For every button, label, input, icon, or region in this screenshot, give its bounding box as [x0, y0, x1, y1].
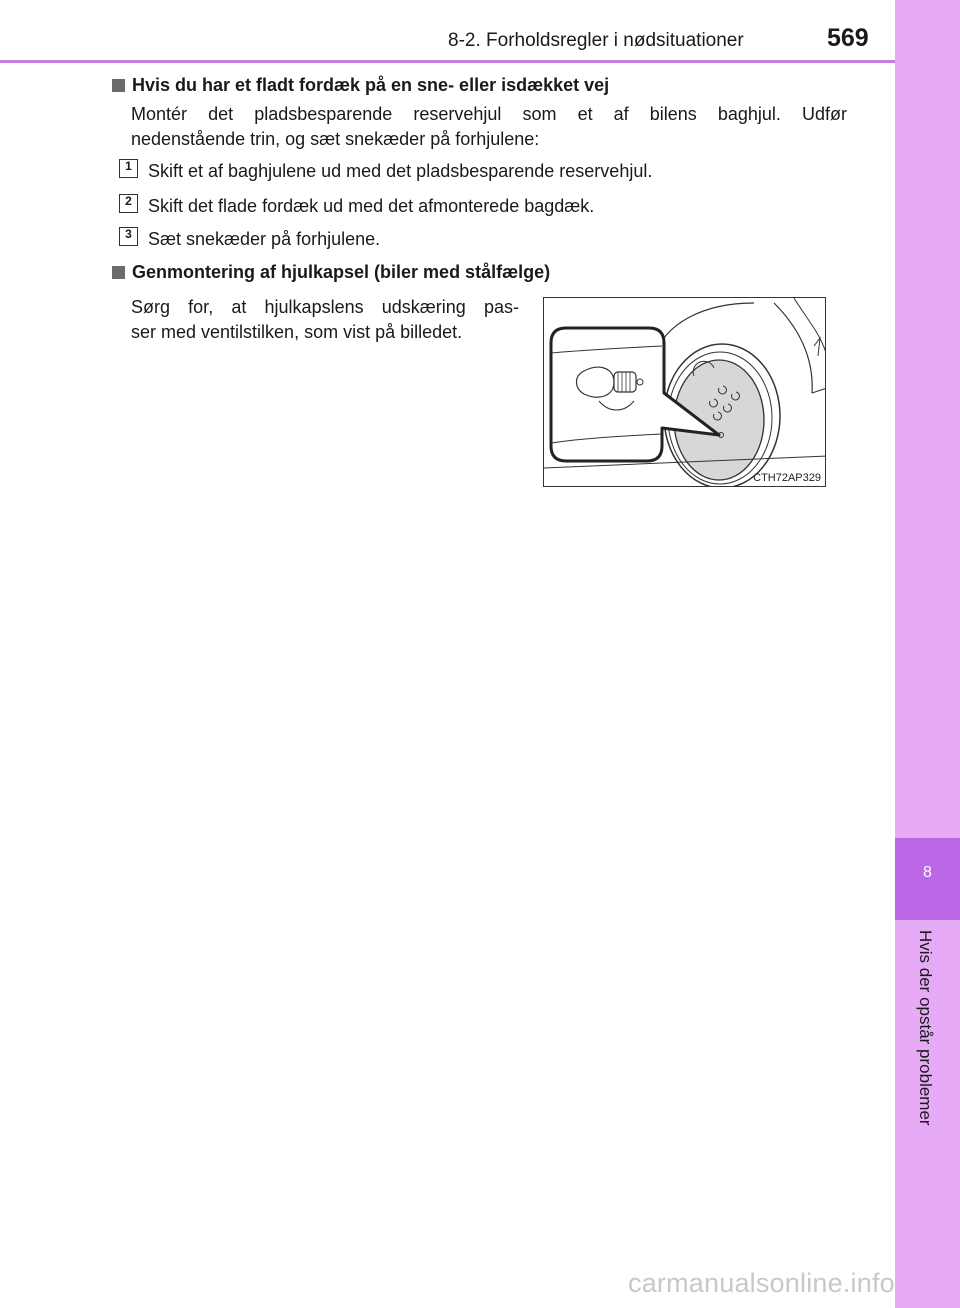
chapter-number: 8 — [923, 864, 932, 881]
section1-intro-line2: nedenstående trin, og sæt snekæder på forhjulene: — [131, 129, 540, 149]
figure-caption: CTH72AP329 — [753, 472, 821, 484]
step-number: 2 — [125, 194, 132, 208]
section2-heading-text: Genmontering af hjulkapsel (biler med stålfælge) — [132, 262, 551, 282]
step-number: 1 — [125, 159, 132, 173]
section1-heading — [112, 75, 609, 96]
header-rule — [0, 60, 895, 63]
step-text: Skift et af baghjulene ud med det pladsbesparende reservehjul. — [148, 161, 653, 181]
page-number: 569 — [827, 24, 869, 52]
wheel-cap-drawing — [544, 298, 826, 487]
step-number-badge — [119, 194, 138, 213]
wheel-cap-illustration — [543, 297, 826, 487]
step-text: Sæt snekæder på forhjulene. — [148, 229, 381, 249]
section-title: 8-2. Forholdsregler i nødsituationer — [448, 30, 744, 51]
section2-body-line1: Sørg for, at hjulkapslens udskæring pas- — [131, 297, 519, 317]
heading-bullet-icon — [112, 266, 125, 279]
step-number-badge — [119, 227, 138, 246]
step-number-badge — [119, 159, 138, 178]
chapter-title: Hvis der opstår problemer — [916, 930, 935, 1126]
step-number: 3 — [125, 227, 132, 241]
chapter-title-tab[interactable] — [893, 930, 957, 1190]
section2-body-line2: ser med ventilstilken, som vist på billedet. — [131, 322, 463, 342]
section1-intro-line1: Montér det pladsbesparende reservehjul som et af bilens baghjul. Udfør — [131, 104, 847, 124]
step-text: Skift det flade fordæk ud med det afmonterede bagdæk. — [148, 196, 595, 216]
section2-heading — [112, 262, 550, 283]
watermark: carmanualsonline.info — [628, 1268, 895, 1298]
chapter-tab[interactable] — [895, 838, 960, 920]
heading-bullet-icon — [112, 79, 125, 92]
section1-heading-text: Hvis du har et fladt fordæk på en sne- eller isdækket vej — [132, 75, 610, 95]
